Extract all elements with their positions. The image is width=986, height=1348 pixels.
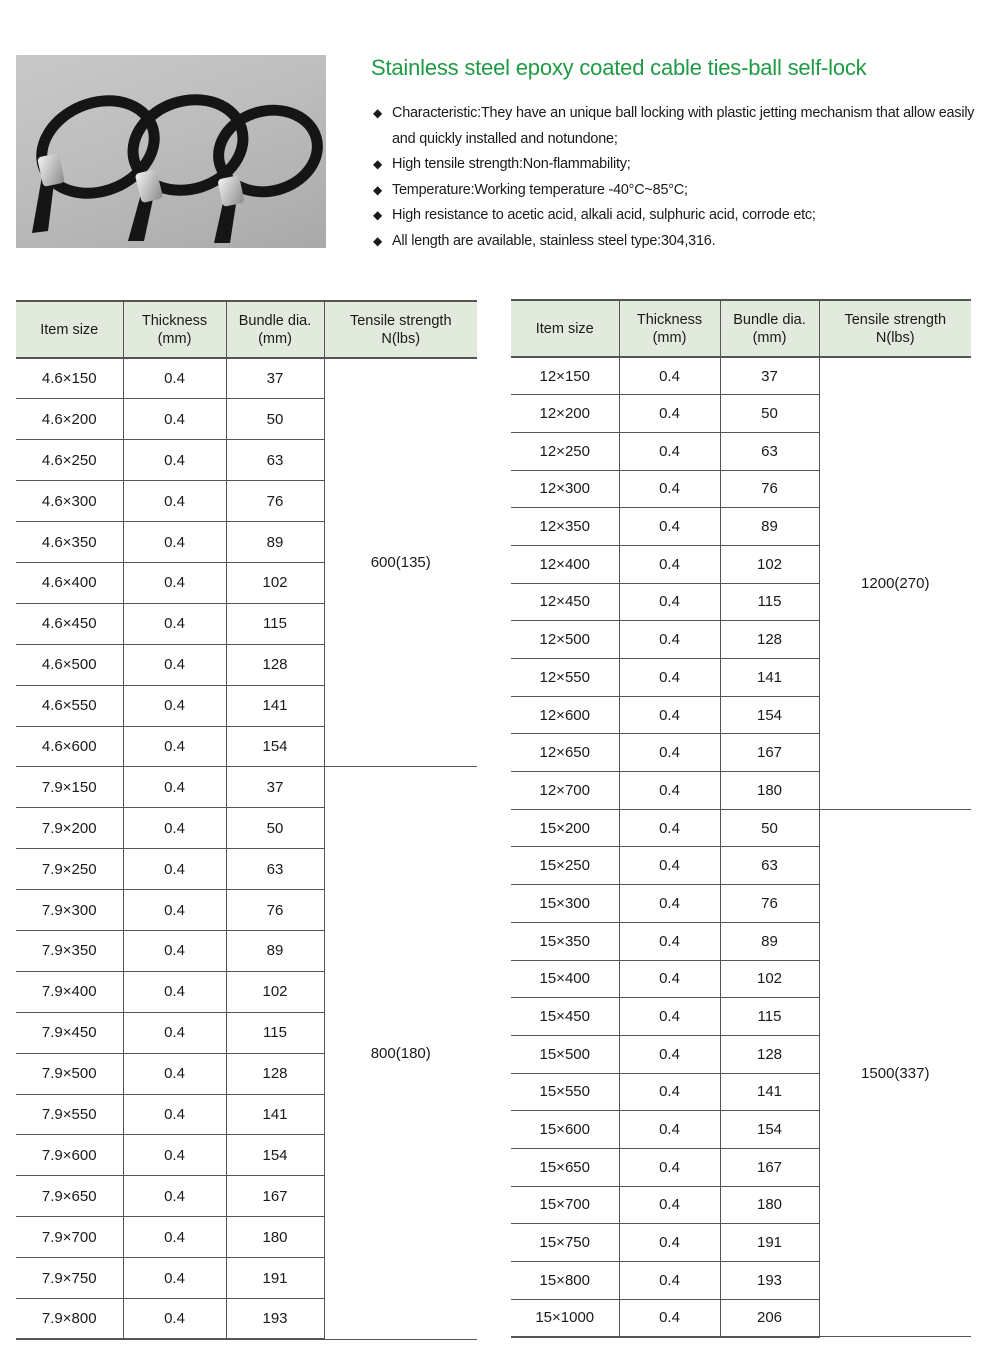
bundle-dia-cell: 193 <box>720 1262 819 1300</box>
header-bundle-dia: Bundle dia. (mm) <box>720 300 819 357</box>
bundle-dia-cell: 115 <box>226 1012 324 1053</box>
thickness-cell: 0.4 <box>619 1073 720 1111</box>
header-item-size: Item size <box>16 301 123 358</box>
bundle-dia-cell: 76 <box>720 470 819 508</box>
item-size-cell: 12×600 <box>511 696 619 734</box>
bundle-dia-cell: 141 <box>720 1073 819 1111</box>
bundle-dia-cell: 89 <box>720 508 819 546</box>
table-header-row <box>511 300 971 357</box>
bundle-dia-cell: 89 <box>226 522 324 563</box>
item-size-cell: 4.6×300 <box>16 481 123 522</box>
bundle-dia-cell: 128 <box>720 621 819 659</box>
item-size-cell: 12×550 <box>511 659 619 697</box>
thickness-cell: 0.4 <box>123 767 226 808</box>
thickness-cell: 0.4 <box>123 399 226 440</box>
item-size-cell: 15×1000 <box>511 1299 619 1337</box>
bundle-dia-cell: 167 <box>226 1176 324 1217</box>
bundle-dia-cell: 180 <box>720 1186 819 1224</box>
item-size-cell: 15×250 <box>511 847 619 885</box>
thickness-cell: 0.4 <box>619 1148 720 1186</box>
thickness-cell: 0.4 <box>619 1299 720 1337</box>
thickness-cell: 0.4 <box>619 847 720 885</box>
bundle-dia-cell: 37 <box>226 767 324 808</box>
header-item-size: Item size <box>511 300 619 357</box>
thickness-cell: 0.4 <box>619 357 720 395</box>
bundle-dia-cell: 154 <box>226 1135 324 1176</box>
table-body <box>511 357 971 1337</box>
item-size-cell: 4.6×350 <box>16 522 123 563</box>
feature-item: ◆ Characteristic:They have an unique ball locking with plastic jetting mechanism that allow easily and quickly installed and notundone; <box>373 101 975 152</box>
thickness-cell: 0.4 <box>619 772 720 810</box>
thickness-cell: 0.4 <box>123 481 226 522</box>
thickness-cell: 0.4 <box>123 930 226 971</box>
thickness-cell: 0.4 <box>123 603 226 644</box>
thickness-cell: 0.4 <box>619 809 720 847</box>
item-size-cell: 15×750 <box>511 1224 619 1262</box>
bundle-dia-cell: 115 <box>226 603 324 644</box>
thickness-cell: 0.4 <box>619 1262 720 1300</box>
table-row <box>16 767 477 808</box>
feature-item: ◆ High resistance to acetic acid, alkali acid, sulphuric acid, corrode etc; <box>373 203 975 229</box>
item-size-cell: 15×200 <box>511 809 619 847</box>
spec-table-left <box>16 300 477 1340</box>
thickness-cell: 0.4 <box>619 1035 720 1073</box>
diamond-bullet-icon: ◆ <box>373 233 383 248</box>
item-size-cell: 15×650 <box>511 1148 619 1186</box>
table-row <box>511 357 971 395</box>
item-size-cell: 12×300 <box>511 470 619 508</box>
thickness-cell: 0.4 <box>619 922 720 960</box>
thickness-cell: 0.4 <box>123 1176 226 1217</box>
thickness-cell: 0.4 <box>123 644 226 685</box>
header-thickness: Thickness (mm) <box>123 301 226 358</box>
feature-list <box>373 101 975 255</box>
bundle-dia-cell: 141 <box>226 685 324 726</box>
item-size-cell: 7.9×700 <box>16 1217 123 1258</box>
bundle-dia-cell: 76 <box>226 890 324 931</box>
item-size-cell: 12×200 <box>511 395 619 433</box>
bundle-dia-cell: 180 <box>720 772 819 810</box>
thickness-cell: 0.4 <box>619 545 720 583</box>
item-size-cell: 15×550 <box>511 1073 619 1111</box>
header-tensile-strength: Tensile strength N(lbs) <box>819 300 971 357</box>
bundle-dia-cell: 102 <box>226 562 324 603</box>
bundle-dia-cell: 50 <box>720 809 819 847</box>
feature-item: ◆ All length are available, stainless steel type:304,316. <box>373 229 975 255</box>
item-size-cell: 7.9×250 <box>16 849 123 890</box>
bundle-dia-cell: 63 <box>720 847 819 885</box>
thickness-cell: 0.4 <box>123 562 226 603</box>
tensile-strength-cell: 1200(270) <box>819 357 971 809</box>
item-size-cell: 7.9×550 <box>16 1094 123 1135</box>
thickness-cell: 0.4 <box>123 440 226 481</box>
thickness-cell: 0.4 <box>619 432 720 470</box>
thickness-cell: 0.4 <box>123 726 226 767</box>
table-header-row <box>16 301 477 358</box>
item-size-cell: 12×700 <box>511 772 619 810</box>
item-size-cell: 12×450 <box>511 583 619 621</box>
bundle-dia-cell: 76 <box>226 481 324 522</box>
thickness-cell: 0.4 <box>619 1224 720 1262</box>
tensile-strength-cell: 600(135) <box>324 358 477 767</box>
thickness-cell: 0.4 <box>123 849 226 890</box>
diamond-bullet-icon: ◆ <box>373 182 383 197</box>
item-size-cell: 7.9×600 <box>16 1135 123 1176</box>
item-size-cell: 4.6×200 <box>16 399 123 440</box>
thickness-cell: 0.4 <box>619 659 720 697</box>
thickness-cell: 0.4 <box>619 998 720 1036</box>
feature-item: ◆ High tensile strength:Non-flammability; <box>373 152 975 178</box>
header-bundle-dia: Bundle dia. (mm) <box>226 301 324 358</box>
thickness-cell: 0.4 <box>123 890 226 931</box>
item-size-cell: 12×350 <box>511 508 619 546</box>
item-size-cell: 7.9×350 <box>16 930 123 971</box>
table-row <box>511 809 971 847</box>
diamond-bullet-icon: ◆ <box>373 208 383 223</box>
thickness-cell: 0.4 <box>123 358 226 399</box>
bundle-dia-cell: 50 <box>226 399 324 440</box>
item-size-cell: 7.9×150 <box>16 767 123 808</box>
item-size-cell: 15×350 <box>511 922 619 960</box>
thickness-cell: 0.4 <box>619 734 720 772</box>
item-size-cell: 12×500 <box>511 621 619 659</box>
item-size-cell: 15×800 <box>511 1262 619 1300</box>
item-size-cell: 7.9×500 <box>16 1053 123 1094</box>
item-size-cell: 4.6×400 <box>16 562 123 603</box>
bundle-dia-cell: 128 <box>226 1053 324 1094</box>
item-size-cell: 7.9×750 <box>16 1258 123 1299</box>
thickness-cell: 0.4 <box>123 685 226 726</box>
cable-ties-illustration <box>16 55 326 248</box>
thickness-cell: 0.4 <box>123 1094 226 1135</box>
item-size-cell: 4.6×250 <box>16 440 123 481</box>
bundle-dia-cell: 102 <box>226 971 324 1012</box>
thickness-cell: 0.4 <box>619 395 720 433</box>
item-size-cell: 12×650 <box>511 734 619 772</box>
header-thickness: Thickness (mm) <box>619 300 720 357</box>
item-size-cell: 4.6×600 <box>16 726 123 767</box>
bundle-dia-cell: 89 <box>226 930 324 971</box>
thickness-cell: 0.4 <box>619 508 720 546</box>
spec-table-right <box>511 299 971 1338</box>
bundle-dia-cell: 63 <box>226 849 324 890</box>
bundle-dia-cell: 154 <box>226 726 324 767</box>
item-size-cell: 7.9×800 <box>16 1298 123 1339</box>
item-size-cell: 4.6×450 <box>16 603 123 644</box>
item-size-cell: 15×500 <box>511 1035 619 1073</box>
bundle-dia-cell: 50 <box>226 808 324 849</box>
bundle-dia-cell: 141 <box>226 1094 324 1135</box>
bundle-dia-cell: 193 <box>226 1298 324 1339</box>
thickness-cell: 0.4 <box>123 808 226 849</box>
thickness-cell: 0.4 <box>619 470 720 508</box>
item-size-cell: 7.9×400 <box>16 971 123 1012</box>
item-size-cell: 15×400 <box>511 960 619 998</box>
header-tensile-strength: Tensile strength N(lbs) <box>324 301 477 358</box>
thickness-cell: 0.4 <box>123 1217 226 1258</box>
bundle-dia-cell: 102 <box>720 960 819 998</box>
item-size-cell: 4.6×500 <box>16 644 123 685</box>
bundle-dia-cell: 154 <box>720 1111 819 1149</box>
item-size-cell: 15×600 <box>511 1111 619 1149</box>
feature-item: ◆ Temperature:Working temperature -40°C~85°C; <box>373 178 975 204</box>
thickness-cell: 0.4 <box>619 885 720 923</box>
item-size-cell: 7.9×300 <box>16 890 123 931</box>
item-size-cell: 12×150 <box>511 357 619 395</box>
bundle-dia-cell: 63 <box>720 432 819 470</box>
bundle-dia-cell: 89 <box>720 922 819 960</box>
thickness-cell: 0.4 <box>123 1012 226 1053</box>
bundle-dia-cell: 191 <box>720 1224 819 1262</box>
bundle-dia-cell: 128 <box>720 1035 819 1073</box>
tensile-strength-cell: 1500(337) <box>819 809 971 1337</box>
bundle-dia-cell: 180 <box>226 1217 324 1258</box>
thickness-cell: 0.4 <box>619 696 720 734</box>
bundle-dia-cell: 76 <box>720 885 819 923</box>
bundle-dia-cell: 128 <box>226 644 324 685</box>
bundle-dia-cell: 115 <box>720 998 819 1036</box>
bundle-dia-cell: 167 <box>720 734 819 772</box>
bundle-dia-cell: 115 <box>720 583 819 621</box>
item-size-cell: 12×250 <box>511 432 619 470</box>
item-size-cell: 4.6×550 <box>16 685 123 726</box>
item-size-cell: 12×400 <box>511 545 619 583</box>
item-size-cell: 7.9×450 <box>16 1012 123 1053</box>
item-size-cell: 7.9×200 <box>16 808 123 849</box>
item-size-cell: 15×450 <box>511 998 619 1036</box>
thickness-cell: 0.4 <box>619 1186 720 1224</box>
item-size-cell: 15×300 <box>511 885 619 923</box>
thickness-cell: 0.4 <box>123 1258 226 1299</box>
thickness-cell: 0.4 <box>619 1111 720 1149</box>
tensile-strength-cell: 800(180) <box>324 767 477 1339</box>
table-body <box>16 358 477 1339</box>
thickness-cell: 0.4 <box>619 583 720 621</box>
thickness-cell: 0.4 <box>123 522 226 563</box>
bundle-dia-cell: 63 <box>226 440 324 481</box>
bundle-dia-cell: 206 <box>720 1299 819 1337</box>
thickness-cell: 0.4 <box>123 1053 226 1094</box>
diamond-bullet-icon: ◆ <box>373 106 383 120</box>
item-size-cell: 7.9×650 <box>16 1176 123 1217</box>
bundle-dia-cell: 141 <box>720 659 819 697</box>
bundle-dia-cell: 37 <box>226 358 324 399</box>
thickness-cell: 0.4 <box>619 621 720 659</box>
thickness-cell: 0.4 <box>123 1135 226 1176</box>
bundle-dia-cell: 102 <box>720 545 819 583</box>
product-photo <box>16 55 326 248</box>
item-size-cell: 15×700 <box>511 1186 619 1224</box>
page-title: Stainless steel epoxy coated cable ties-ball self-lock <box>371 55 867 80</box>
bundle-dia-cell: 191 <box>226 1258 324 1299</box>
thickness-cell: 0.4 <box>123 1298 226 1339</box>
bundle-dia-cell: 37 <box>720 357 819 395</box>
thickness-cell: 0.4 <box>619 960 720 998</box>
thickness-cell: 0.4 <box>123 971 226 1012</box>
table-row <box>16 358 477 399</box>
item-size-cell: 4.6×150 <box>16 358 123 399</box>
diamond-bullet-icon: ◆ <box>373 157 383 172</box>
bundle-dia-cell: 154 <box>720 696 819 734</box>
bundle-dia-cell: 50 <box>720 395 819 433</box>
bundle-dia-cell: 167 <box>720 1148 819 1186</box>
